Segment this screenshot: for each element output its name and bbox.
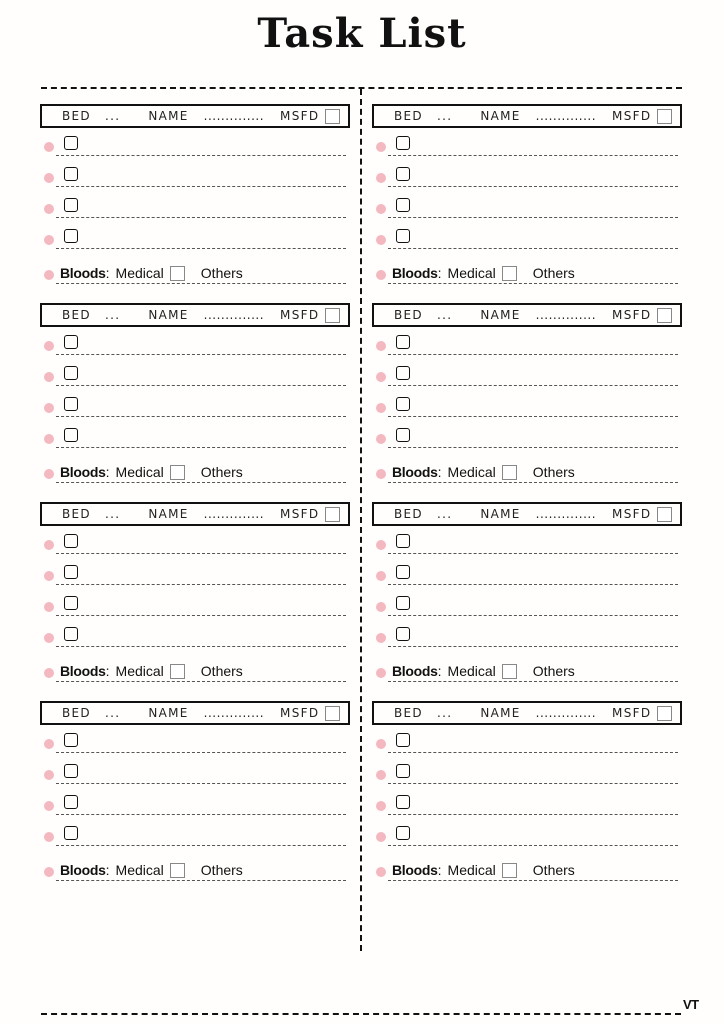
- name-field[interactable]: ..............: [535, 308, 597, 322]
- bloods-underline: [388, 880, 678, 881]
- task-line[interactable]: [56, 217, 346, 218]
- task-row: [40, 619, 350, 650]
- bloods-row: [372, 650, 682, 682]
- patient-header: [40, 701, 350, 725]
- task-row: [372, 128, 682, 159]
- task-row: [40, 526, 350, 557]
- task-row: [372, 327, 682, 358]
- bullet-dot-icon: [44, 434, 54, 444]
- task-checkbox[interactable]: [396, 733, 410, 747]
- bloods-row: [40, 849, 350, 881]
- bed-field[interactable]: ...: [436, 109, 453, 123]
- name-label: NAME: [148, 109, 189, 123]
- task-checkbox[interactable]: [396, 366, 410, 380]
- bed-field[interactable]: ...: [104, 507, 121, 521]
- task-line[interactable]: [56, 783, 346, 784]
- patient-block: [40, 502, 350, 701]
- msfd-checkbox[interactable]: [657, 109, 672, 124]
- bullet-dot-icon: [44, 235, 54, 245]
- task-row: [372, 557, 682, 588]
- bullet-dot-icon: [44, 173, 54, 183]
- bullet-dot-icon: [376, 540, 386, 550]
- bed-label: BED: [62, 507, 91, 521]
- medical-checkbox[interactable]: [502, 465, 517, 480]
- bloods-label: Bloods: [392, 663, 438, 679]
- task-list: [372, 327, 682, 451]
- bed-label: BED: [62, 109, 91, 123]
- task-line[interactable]: [56, 845, 346, 846]
- patient-block: [372, 701, 682, 900]
- bullet-dot-icon: [376, 633, 386, 643]
- bullet-dot-icon: [44, 801, 54, 811]
- medical-label: Medical: [115, 663, 164, 679]
- bloods-label: Bloods: [392, 862, 438, 878]
- bloods-row: [40, 252, 350, 284]
- medical-checkbox[interactable]: [170, 664, 185, 679]
- bullet-dot-icon: [44, 668, 54, 678]
- others-label: Others: [532, 464, 575, 480]
- others-label: Others: [200, 464, 243, 480]
- task-line[interactable]: [388, 814, 678, 815]
- bullet-dot-icon: [376, 801, 386, 811]
- task-row: [372, 756, 682, 787]
- task-checkbox[interactable]: [64, 366, 78, 380]
- task-checkbox[interactable]: [396, 167, 410, 181]
- bloods-line: [392, 265, 575, 281]
- task-row: [372, 619, 682, 650]
- bullet-dot-icon: [376, 142, 386, 152]
- task-list: [372, 526, 682, 650]
- bloods-line: [392, 464, 575, 480]
- patient-block: [40, 104, 350, 303]
- medical-label: Medical: [447, 464, 496, 480]
- task-row: [372, 526, 682, 557]
- task-line[interactable]: [56, 615, 346, 616]
- bloods-colon: :: [105, 862, 110, 878]
- bloods-colon: :: [105, 464, 110, 480]
- bullet-dot-icon: [376, 204, 386, 214]
- bloods-colon: :: [105, 265, 110, 281]
- bloods-label: Bloods: [60, 862, 106, 878]
- bullet-dot-icon: [44, 403, 54, 413]
- task-list: [40, 725, 350, 849]
- task-line[interactable]: [56, 416, 346, 417]
- task-checkbox[interactable]: [396, 795, 410, 809]
- task-row: [40, 787, 350, 818]
- bloods-row: [372, 849, 682, 881]
- bloods-label: Bloods: [392, 464, 438, 480]
- bloods-line: [60, 663, 243, 679]
- task-row: [372, 389, 682, 420]
- msfd-checkbox[interactable]: [657, 308, 672, 323]
- others-label: Others: [200, 663, 243, 679]
- task-line[interactable]: [56, 814, 346, 815]
- bullet-dot-icon: [376, 602, 386, 612]
- msfd-label: MSFD: [612, 507, 652, 521]
- bullet-dot-icon: [44, 832, 54, 842]
- bullet-dot-icon: [376, 668, 386, 678]
- task-row: [40, 128, 350, 159]
- bloods-label: Bloods: [60, 464, 106, 480]
- patient-header: [40, 104, 350, 128]
- bed-field[interactable]: ...: [104, 109, 121, 123]
- task-line[interactable]: [56, 553, 346, 554]
- task-line[interactable]: [388, 155, 678, 156]
- task-checkbox[interactable]: [64, 428, 78, 442]
- bloods-label: Bloods: [60, 663, 106, 679]
- task-row: [40, 159, 350, 190]
- task-checkbox[interactable]: [396, 764, 410, 778]
- medical-label: Medical: [115, 265, 164, 281]
- msfd-label: MSFD: [280, 507, 320, 521]
- bloods-underline: [56, 482, 346, 483]
- task-checkbox[interactable]: [64, 795, 78, 809]
- bullet-dot-icon: [376, 173, 386, 183]
- bloods-underline: [388, 681, 678, 682]
- task-line[interactable]: [388, 783, 678, 784]
- task-list: [372, 128, 682, 252]
- task-line[interactable]: [388, 615, 678, 616]
- task-line[interactable]: [388, 248, 678, 249]
- bloods-label: Bloods: [60, 265, 106, 281]
- patient-header: [40, 502, 350, 526]
- medical-label: Medical: [115, 862, 164, 878]
- task-row: [40, 420, 350, 451]
- task-line[interactable]: [388, 845, 678, 846]
- task-line[interactable]: [388, 385, 678, 386]
- task-row: [40, 756, 350, 787]
- task-line[interactable]: [388, 553, 678, 554]
- medical-checkbox[interactable]: [170, 266, 185, 281]
- bed-field[interactable]: ...: [436, 507, 453, 521]
- task-row: [40, 389, 350, 420]
- bed-field[interactable]: ...: [436, 308, 453, 322]
- task-row: [372, 725, 682, 756]
- task-checkbox[interactable]: [396, 596, 410, 610]
- msfd-label: MSFD: [280, 308, 320, 322]
- bullet-dot-icon: [44, 571, 54, 581]
- bloods-line: [60, 464, 243, 480]
- bullet-dot-icon: [44, 602, 54, 612]
- task-checkbox[interactable]: [396, 198, 410, 212]
- task-checkbox[interactable]: [64, 733, 78, 747]
- task-row: [40, 358, 350, 389]
- task-row: [372, 159, 682, 190]
- task-row: [372, 190, 682, 221]
- medical-label: Medical: [447, 663, 496, 679]
- task-checkbox[interactable]: [64, 229, 78, 243]
- bullet-dot-icon: [44, 341, 54, 351]
- task-line[interactable]: [388, 217, 678, 218]
- bloods-colon: :: [437, 464, 442, 480]
- task-checkbox[interactable]: [396, 136, 410, 150]
- bloods-colon: :: [437, 862, 442, 878]
- bullet-dot-icon: [376, 571, 386, 581]
- patient-header: [40, 303, 350, 327]
- task-line[interactable]: [388, 447, 678, 448]
- task-checkbox[interactable]: [396, 826, 410, 840]
- footer-mark: VT: [683, 997, 699, 1012]
- bullet-dot-icon: [44, 739, 54, 749]
- task-row: [372, 420, 682, 451]
- msfd-label: MSFD: [612, 706, 652, 720]
- task-row: [372, 787, 682, 818]
- name-label: NAME: [480, 109, 521, 123]
- task-line[interactable]: [56, 248, 346, 249]
- task-checkbox[interactable]: [64, 627, 78, 641]
- bullet-dot-icon: [44, 633, 54, 643]
- msfd-label: MSFD: [280, 706, 320, 720]
- bloods-underline: [388, 283, 678, 284]
- bullet-dot-icon: [376, 341, 386, 351]
- bullet-dot-icon: [44, 540, 54, 550]
- task-line[interactable]: [56, 354, 346, 355]
- msfd-checkbox[interactable]: [325, 507, 340, 522]
- bullet-dot-icon: [376, 469, 386, 479]
- task-checkbox[interactable]: [64, 534, 78, 548]
- task-checkbox[interactable]: [64, 565, 78, 579]
- medical-label: Medical: [447, 265, 496, 281]
- bloods-row: [372, 451, 682, 483]
- others-label: Others: [532, 265, 575, 281]
- bloods-underline: [388, 482, 678, 483]
- name-label: NAME: [480, 308, 521, 322]
- others-label: Others: [200, 862, 243, 878]
- bed-field[interactable]: ...: [104, 308, 121, 322]
- bullet-dot-icon: [44, 469, 54, 479]
- task-line[interactable]: [56, 584, 346, 585]
- patient-header: [372, 104, 682, 128]
- bloods-colon: :: [105, 663, 110, 679]
- patient-block: [372, 303, 682, 502]
- bullet-dot-icon: [44, 204, 54, 214]
- task-line[interactable]: [388, 646, 678, 647]
- task-line[interactable]: [388, 416, 678, 417]
- task-list: [372, 725, 682, 849]
- bloods-row: [40, 650, 350, 682]
- bed-label: BED: [394, 109, 423, 123]
- task-row: [40, 327, 350, 358]
- bullet-dot-icon: [376, 770, 386, 780]
- task-checkbox[interactable]: [396, 565, 410, 579]
- medical-label: Medical: [447, 862, 496, 878]
- task-checkbox[interactable]: [64, 198, 78, 212]
- msfd-label: MSFD: [612, 109, 652, 123]
- msfd-checkbox[interactable]: [657, 507, 672, 522]
- bed-label: BED: [394, 706, 423, 720]
- msfd-label: MSFD: [612, 308, 652, 322]
- task-line[interactable]: [388, 354, 678, 355]
- medical-checkbox[interactable]: [502, 664, 517, 679]
- left-column: [40, 104, 350, 900]
- bullet-dot-icon: [376, 867, 386, 877]
- medical-label: Medical: [115, 464, 164, 480]
- medical-checkbox[interactable]: [170, 465, 185, 480]
- msfd-checkbox[interactable]: [657, 706, 672, 721]
- task-checkbox[interactable]: [64, 167, 78, 181]
- bullet-dot-icon: [44, 270, 54, 280]
- bullet-dot-icon: [376, 832, 386, 842]
- bloods-colon: :: [437, 265, 442, 281]
- right-column: [372, 104, 682, 900]
- name-label: NAME: [148, 706, 189, 720]
- bloods-line: [392, 663, 575, 679]
- bullet-dot-icon: [376, 403, 386, 413]
- task-row: [40, 818, 350, 849]
- task-line[interactable]: [56, 186, 346, 187]
- task-checkbox[interactable]: [64, 397, 78, 411]
- medical-checkbox[interactable]: [502, 863, 517, 878]
- task-checkbox[interactable]: [396, 534, 410, 548]
- task-row: [372, 588, 682, 619]
- msfd-checkbox[interactable]: [325, 109, 340, 124]
- task-line[interactable]: [56, 447, 346, 448]
- bloods-underline: [56, 681, 346, 682]
- name-label: NAME: [480, 507, 521, 521]
- bloods-underline: [56, 880, 346, 881]
- task-line[interactable]: [388, 186, 678, 187]
- bullet-dot-icon: [376, 270, 386, 280]
- patient-header: [372, 701, 682, 725]
- task-row: [372, 818, 682, 849]
- task-row: [40, 588, 350, 619]
- bloods-row: [40, 451, 350, 483]
- bloods-underline: [56, 283, 346, 284]
- task-line[interactable]: [388, 752, 678, 753]
- bullet-dot-icon: [44, 867, 54, 877]
- bed-label: BED: [394, 507, 423, 521]
- task-checkbox[interactable]: [396, 627, 410, 641]
- bullet-dot-icon: [44, 770, 54, 780]
- name-label: NAME: [480, 706, 521, 720]
- task-checkbox[interactable]: [64, 764, 78, 778]
- task-checkbox[interactable]: [396, 428, 410, 442]
- others-label: Others: [532, 862, 575, 878]
- patient-block: [372, 502, 682, 701]
- bed-label: BED: [394, 308, 423, 322]
- task-checkbox[interactable]: [64, 596, 78, 610]
- patient-block: [372, 104, 682, 303]
- task-row: [372, 221, 682, 252]
- msfd-checkbox[interactable]: [325, 706, 340, 721]
- msfd-label: MSFD: [280, 109, 320, 123]
- task-checkbox[interactable]: [396, 397, 410, 411]
- bullet-dot-icon: [376, 235, 386, 245]
- name-field[interactable]: ..............: [203, 507, 265, 521]
- bullet-dot-icon: [376, 434, 386, 444]
- name-field[interactable]: ..............: [203, 109, 265, 123]
- task-line[interactable]: [388, 584, 678, 585]
- name-field[interactable]: ..............: [203, 308, 265, 322]
- others-label: Others: [532, 663, 575, 679]
- medical-checkbox[interactable]: [502, 266, 517, 281]
- task-list: [40, 526, 350, 650]
- bullet-dot-icon: [44, 142, 54, 152]
- msfd-checkbox[interactable]: [325, 308, 340, 323]
- bullet-dot-icon: [376, 372, 386, 382]
- bed-field[interactable]: ...: [104, 706, 121, 720]
- task-line[interactable]: [56, 646, 346, 647]
- patient-header: [372, 303, 682, 327]
- others-label: Others: [200, 265, 243, 281]
- page-title: Task List: [257, 10, 467, 57]
- name-field[interactable]: ..............: [203, 706, 265, 720]
- bloods-line: [60, 862, 243, 878]
- task-row: [40, 190, 350, 221]
- name-field[interactable]: ..............: [535, 507, 597, 521]
- bloods-row: [372, 252, 682, 284]
- medical-checkbox[interactable]: [170, 863, 185, 878]
- bed-label: BED: [62, 706, 91, 720]
- task-checkbox[interactable]: [396, 335, 410, 349]
- bloods-label: Bloods: [392, 265, 438, 281]
- bullet-dot-icon: [376, 739, 386, 749]
- bed-field[interactable]: ...: [436, 706, 453, 720]
- task-row: [372, 358, 682, 389]
- task-row: [40, 221, 350, 252]
- center-dashed-divider: [360, 89, 362, 951]
- task-checkbox[interactable]: [64, 136, 78, 150]
- task-checkbox[interactable]: [64, 335, 78, 349]
- bloods-colon: :: [437, 663, 442, 679]
- task-checkbox[interactable]: [396, 229, 410, 243]
- name-field[interactable]: ..............: [535, 109, 597, 123]
- name-label: NAME: [148, 507, 189, 521]
- task-list: [40, 327, 350, 451]
- task-list: [40, 128, 350, 252]
- bed-label: BED: [62, 308, 91, 322]
- task-row: [40, 725, 350, 756]
- patient-block: [40, 701, 350, 900]
- bloods-line: [60, 265, 243, 281]
- bullet-dot-icon: [44, 372, 54, 382]
- patient-block: [40, 303, 350, 502]
- task-line[interactable]: [56, 155, 346, 156]
- task-row: [40, 557, 350, 588]
- bloods-line: [392, 862, 575, 878]
- task-line[interactable]: [56, 752, 346, 753]
- patient-header: [372, 502, 682, 526]
- name-label: NAME: [148, 308, 189, 322]
- name-field[interactable]: ..............: [535, 706, 597, 720]
- bottom-dashed-rule: [41, 1013, 681, 1015]
- task-checkbox[interactable]: [64, 826, 78, 840]
- task-line[interactable]: [56, 385, 346, 386]
